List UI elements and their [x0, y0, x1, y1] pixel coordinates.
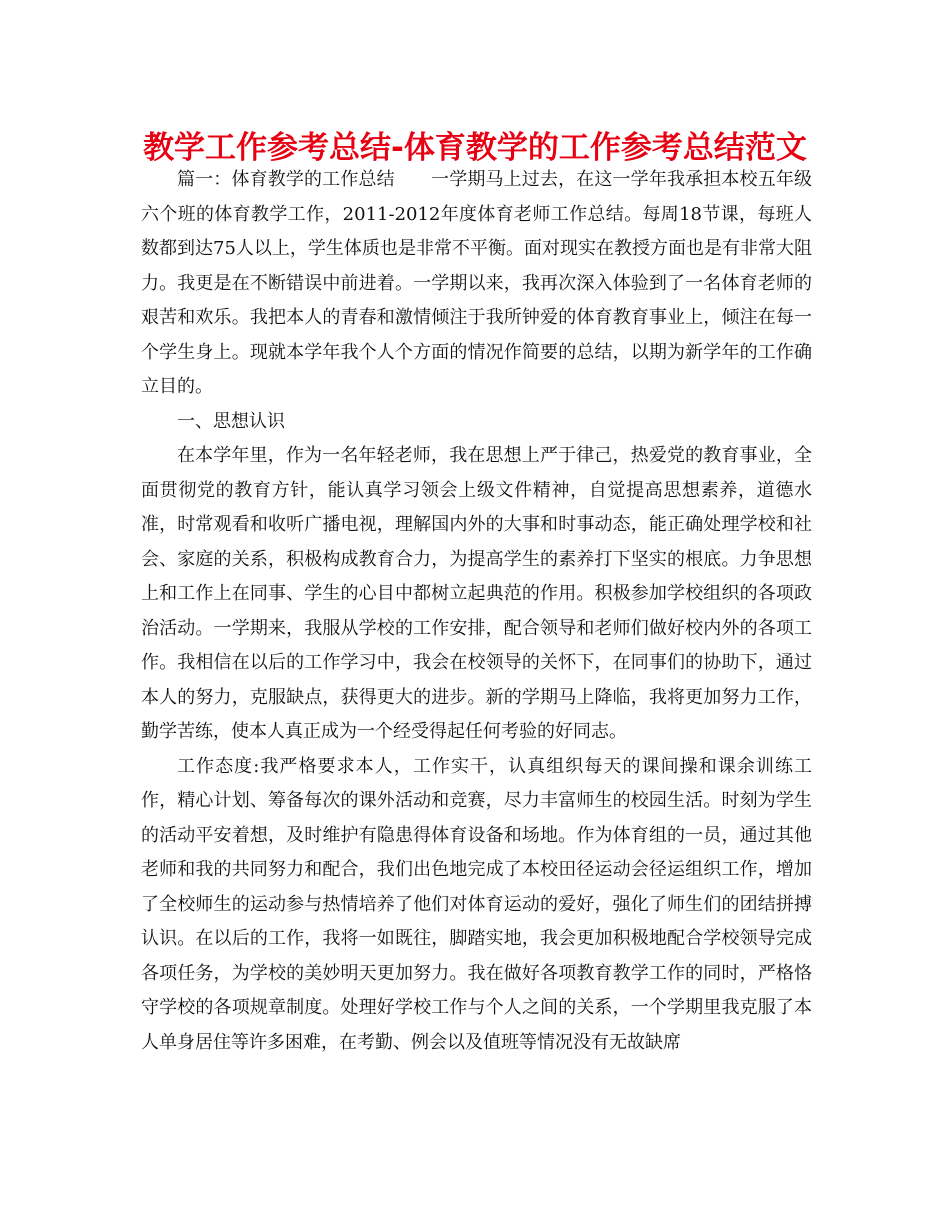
paragraph-work-attitude: 工作态度:我严格要求本人，工作实干，认真组织每天的课间操和课余训练工作，精心计划、筹备每次的课外活动和竞赛，尽力丰富师生的校园生活。时刻为学生的活动平安着想，及时维护有隐患得体育设备和场地。作为体育组的一员，通过其他老师和我的共同努力和配合，我们出色地完成了本校田径运动会径运组织工作，增加了全校师生的运动参与热情培养了他们对体育运动的爱好，强化了师生们的团结拼搏认识。在以后的工作，我将一如既往，脚踏实地，我会更加积极地配合学校领导完成各项任务，为学校的美妙明天更加努力。我在做好各项教育教学工作的同时，严格恪守学校的各项规章制度。处理好学校工作与个人之间的关系，一个学期里我克服了本人单身居住等许多困难，在考勤、例会以及值班等情况没有无故缺席	[141, 755, 812, 1053]
paragraph-thought: 在本学年里，作为一名年轻老师，我在思想上严于律己，热爱党的教育事业，全面贯彻党的教育方针，能认真学习领会上级文件精神，自觉提高思想素养，道德水准，时常观看和收听广播电视，理解国内外的大事和时事动态，能正确处理学校和社会、家庭的关系，积极构成教育合力，为提高学生的素养打下坚实的根底。力争思想上和工作上在同事、学生的心目中都树立起典范的作用。积极参加学校组织的各项政治活动。一学期来，我服从学校的工作安排，配合领导和老师们做好校内外的各项工作。我相信在以后的工作学习中，我会在校领导的关怀下，在同事们的协助下，通过本人的努力，克服缺点，获得更大的进步。新的学期马上降临，我将更加努力工作，勤学苦练，使本人真正成为一个经受得起任何考验的好同志。	[141, 445, 812, 742]
paragraph-intro: 篇一：体育教学的工作总结 一学期马上过去，在这一学年我承担本校五年级六个班的体育教学工作，2011-2012年度体育老师工作总结。每周18节课，每班人数都到达75人以上，学生体质也是非常不平衡。面对现实在教授方面也是有非常大阻力。我更是在不断错误中前进着。一学期以来，我再次深入体验到了一名体育老师的艰苦和欢乐。我把本人的青春和激情倾注于我所钟爱的体育教育事业上，倾注在每一个学生身上。现就本学年我个人个方面的情况作简要的总结，以期为新学年的工作确立目的。	[141, 169, 812, 397]
section-heading-thought: 一、思想认识	[177, 410, 285, 432]
document-body	[141, 163, 812, 1060]
document-title: 教学工作参考总结-体育教学的工作参考总结范文	[143, 130, 807, 166]
